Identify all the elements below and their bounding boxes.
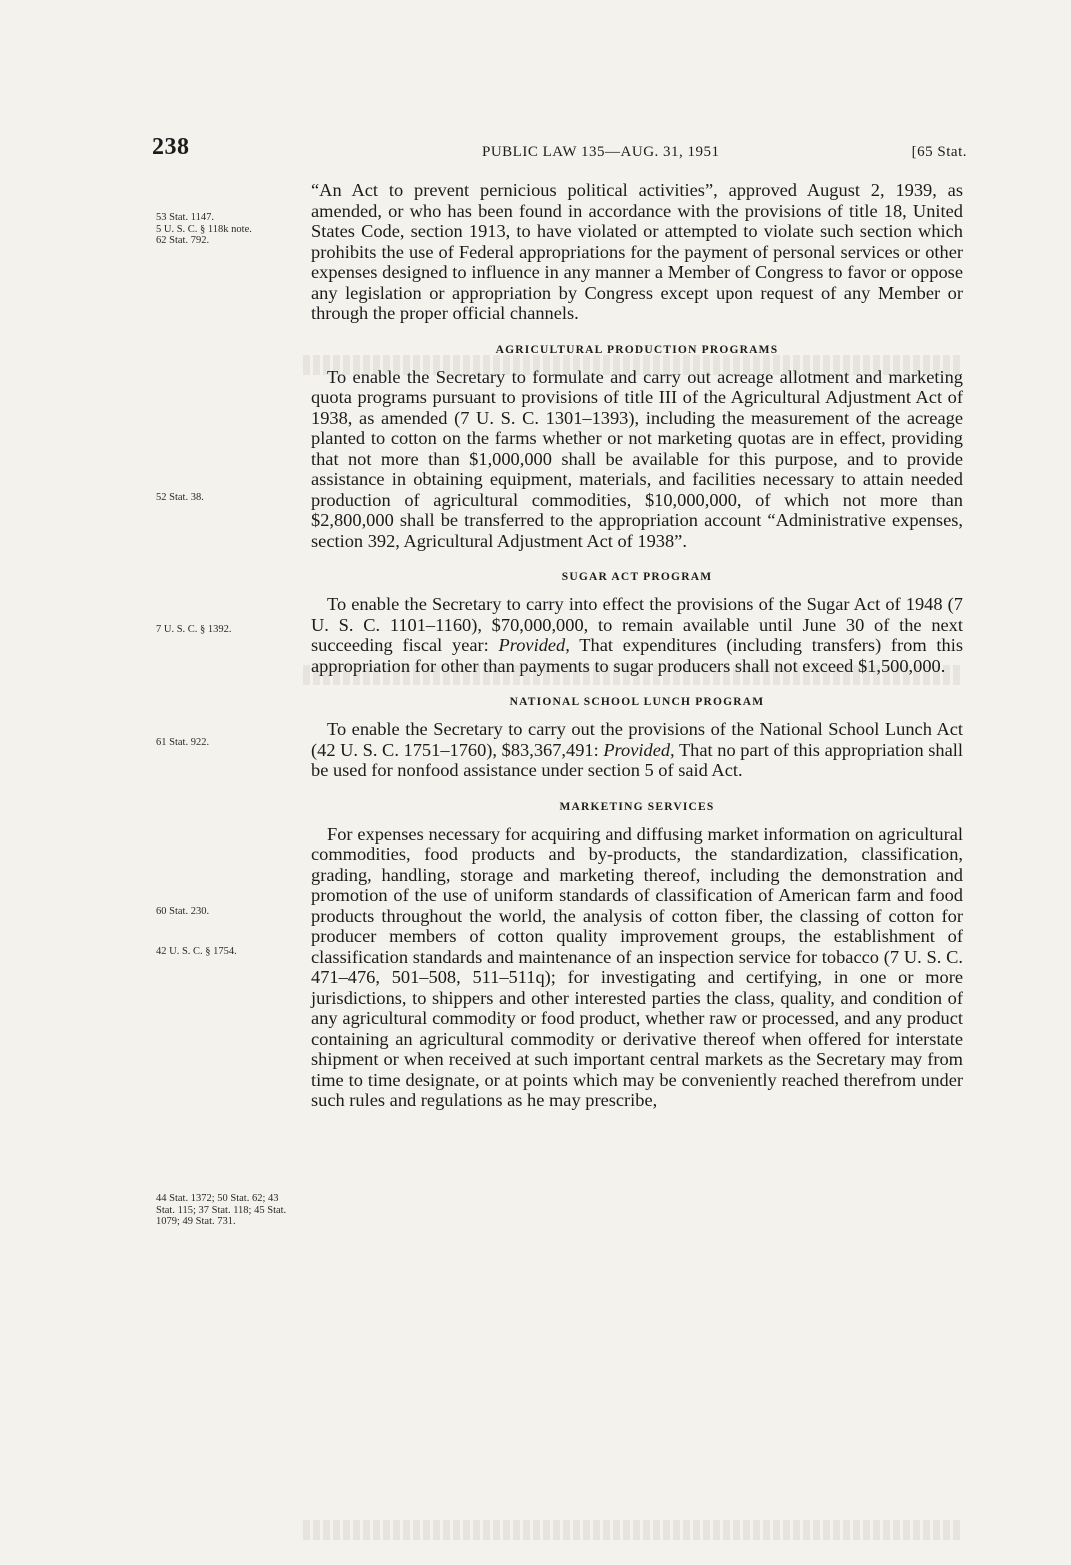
paragraph-school-lunch (311, 719, 963, 781)
paragraph-intro: “An Act to prevent pernicious political activities”, approved August 2, 1939, as amended, or who has been found in accordance with the provisions of title 18, United States Code, section 1913, to have violated or attempted to violate such section which prohibits the use of Federal appropriations for the payment of personal services or other expenses designed to influence in any manner a Member of Congress to favor or oppose any legislation or appropriation by Congress except upon request of any Member or through the proper official channels. (311, 180, 963, 323)
margin-note: 60 Stat. 230. (156, 906, 210, 917)
section-heading-school-lunch: NATIONAL SCHOOL LUNCH PROGRAM (509, 696, 765, 708)
proviso-text: Provided, (603, 739, 675, 760)
margin-note: 53 Stat. 1147. 5 U. S. C. § 118k note. 62 Stat. 792. (156, 212, 252, 246)
show-through (300, 1520, 960, 1540)
text-span: To enable the Secretary to carry out the provisions of the National School Lunch Act (42 U. S. C. 1751–1760), $83,367,491: (311, 719, 963, 760)
margin-note: 42 U. S. C. § 1754. (156, 946, 237, 957)
text-span: That expenditures (including transfers) from this appropriation for other than payments to sugar producers shall not exceed $1,500,000. (311, 635, 963, 676)
text-span: To enable the Secretary to carry into effect the provisions of the Sugar Act of 1948 (7 U. S. C. 1101–1160), $70,000,000, to remain available until June 30 of the next succeeding fiscal year: (311, 594, 963, 655)
margin-note: 52 Stat. 38. (156, 492, 204, 503)
section-heading-marketing-services: MARKETING SERVICES (559, 800, 715, 813)
paragraph-sugar-act (311, 594, 963, 676)
page-header (152, 134, 967, 168)
margin-note: 44 Stat. 1372; 50 Stat. 62; 43 Stat. 115; 37 Stat. 118; 45 Stat. 1079; 49 Stat. 731. (156, 1193, 287, 1227)
volume-reference: [65 Stat. (911, 144, 967, 160)
proviso-text: Provided, (498, 635, 570, 655)
page-number: 238 (152, 134, 190, 160)
margin-note: 61 Stat. 922. (156, 737, 210, 748)
paragraph-agricultural-production: To enable the Secretary to formulate and carry out acreage allotment and marketing quota programs pursuant to provisions of title III of the Agricultural Adjustment Act of 1938, as amended (7 U. S. C. 1301–1393), including the measurement of the acreage planted to cotton on the farms whether or not marketing quotas are in effect, providing that not more than $1,000,000 shall be available for this purpose, and to provide assistance in obtaining equipment, materials, and facilities necessary to attain needed production of agricultural commodities, $10,000,000, of which not more than $2,800,000 shall be transferred to the appropriation account “Administrative expenses, section 392, Agricultural Adjustment Act of 1938”. (311, 366, 963, 551)
paragraph-marketing-services: For expenses necessary for acquiring and diffusing market information on agricultural commodities, food products and by-products, the standardization, classification, grading, handling, storage and marketing thereof, including the demonstration and promotion of the use of uniform standards of classification of American farm and food products throughout the world, the analysis of cotton fiber, the classing of cotton for producer members of cotton quality improvement groups, the establishment of classification standards and maintenance of an inspection service for tobacco (7 U. S. C. 471–476, 501–508, 511–511q); for investigating and certifying, in one or more jurisdictions, to shippers and other interested parties the class, quality, and condition of any agricultural commodity or food product, whether raw or processed, and any product containing an agricultural commodity or derivative thereof when offered for interstate shipment or when received at such important central markets as the Secretary may from time to time designate, or at points which may be conveniently reached therefrom under such rules and regulations as he may prescribe, (311, 823, 963, 1110)
text-span: That no part of this appropriation shall be used for nonfood assistance under section 5 of said Act. (311, 739, 963, 780)
section-heading-agricultural-production: AGRICULTURAL PRODUCTION PROGRAMS (495, 343, 779, 356)
section-heading-sugar-act: SUGAR ACT PROGRAM (561, 571, 713, 583)
body-text (311, 180, 963, 1111)
margin-note: 7 U. S. C. § 1392. (156, 624, 232, 635)
running-head: PUBLIC LAW 135—AUG. 31, 1951 (482, 144, 720, 160)
